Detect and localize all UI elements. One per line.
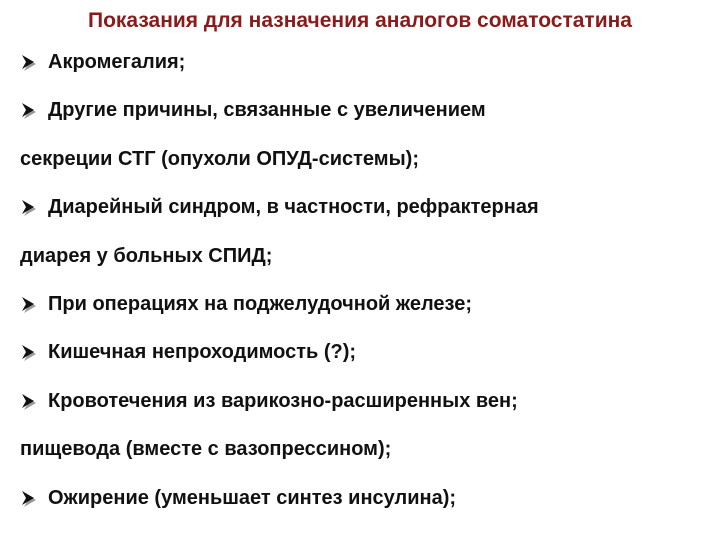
list-item-text: Другие причины, связанные с увеличением	[48, 99, 486, 122]
list-item-text: пищевода (вместе с вазопрессином);	[20, 438, 392, 461]
list-item-continuation	[0, 137, 720, 185]
right-arrowhead-icon	[20, 490, 42, 508]
right-arrowhead-icon	[20, 102, 42, 120]
list-item	[0, 330, 720, 378]
right-arrowhead-icon	[20, 296, 42, 314]
list-item	[0, 185, 720, 233]
list-item-text: секреции СТГ (опухоли ОПУД-системы);	[20, 147, 419, 170]
right-arrowhead-icon	[20, 393, 42, 411]
list-item	[0, 476, 720, 524]
right-arrowhead-icon	[20, 199, 42, 217]
right-arrowhead-icon	[20, 54, 42, 72]
list-item-text: Кровотечения из варикозно-расширенных вен;	[48, 389, 518, 412]
bullet-list	[0, 40, 720, 524]
right-arrowhead-icon	[20, 344, 42, 362]
list-item	[0, 379, 720, 427]
list-item-continuation	[0, 234, 720, 282]
list-item-text: Акромегалия;	[48, 51, 186, 73]
list-item-text: Кишечная непроходимость (?);	[48, 341, 357, 364]
slide-title: Показания для назначения аналогов соматостатина	[87, 9, 632, 32]
list-item-text: При операциях на поджелудочной железе;	[48, 292, 472, 315]
list-item-continuation	[0, 427, 720, 475]
list-item-text: Ожирение (уменьшает синтез инсулина);	[48, 486, 457, 509]
list-item-text: Диарейный синдром, в частности, рефрактерная	[48, 196, 539, 219]
list-item-text: диарея у больных СПИД;	[20, 244, 273, 267]
list-item	[0, 282, 720, 330]
list-item	[0, 88, 720, 136]
list-item	[0, 40, 720, 88]
